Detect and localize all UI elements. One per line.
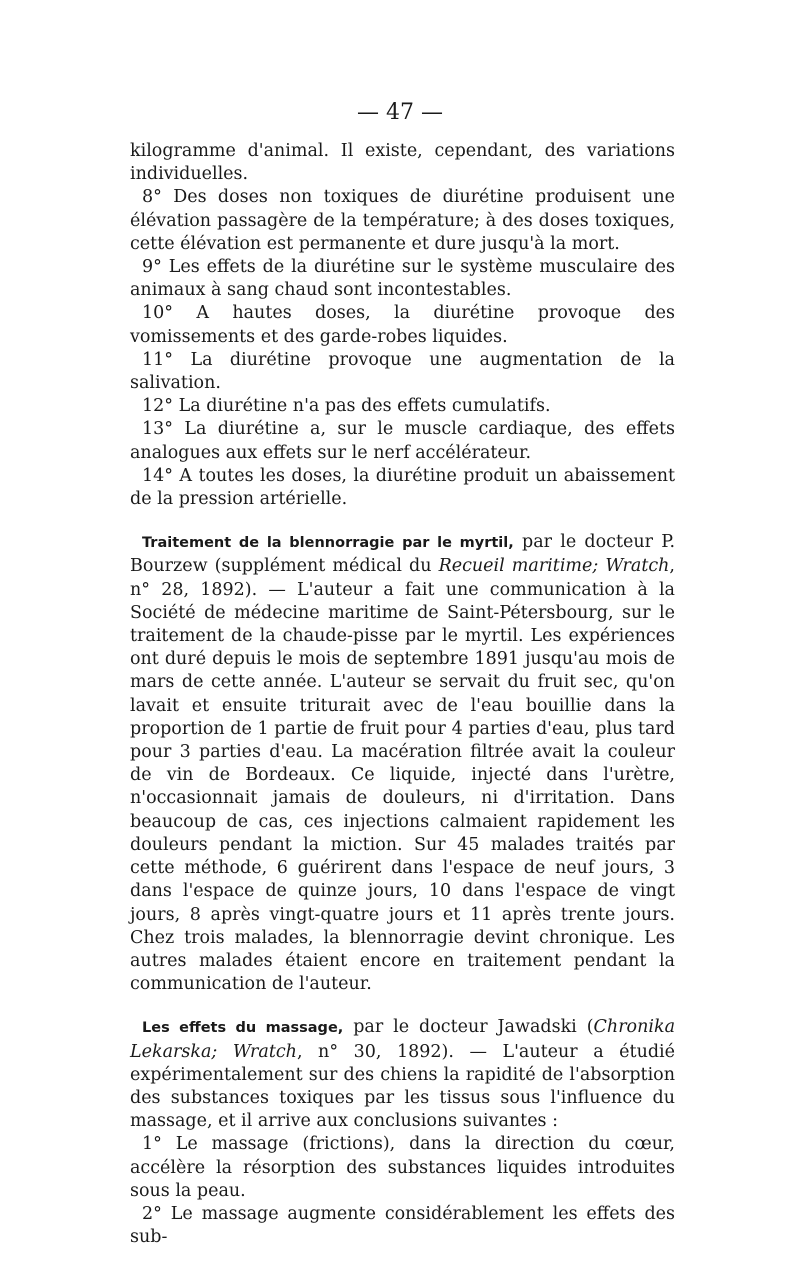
conclusion-13: 13° La diurétine a, sur le muscle cardiaque, des effets analogues aux effets sur le nerf accélérateur. bbox=[130, 419, 675, 463]
conclusion-12: 12° La diurétine n'a pas des effets cumulatifs. bbox=[142, 396, 551, 417]
conclusion-10: 10° A hautes doses, la diurétine provoque des vomissements et des garde-robes liquides. bbox=[130, 303, 675, 347]
massage-conclusion-1: 1° Le massage (frictions), dans la direction du cœur, accélère la résorption des substances liquides introduites sous la peau. bbox=[130, 1134, 675, 1201]
conclusion-14: 14° A toutes les doses, la diurétine produit un abaissement de la pression artérielle. bbox=[130, 465, 675, 510]
massage-conclusion-2: 2° Le massage augmente considérablement les effets des sub- bbox=[130, 1203, 675, 1248]
section-body: , n° 28, 1892). — L'auteur a fait une communication à la Société de médecine maritime de Saint-Pétersbourg, sur le traitement de la chaude-pisse par le myrtil. Les expériences ont duré depuis le mois de septembre 1891 jusqu'au mois de mars de cette année. L'auteur se servait du fruit sec, qu'on lavait et ensuite triturait avec de l'eau bouillie dans la proportion de 1 partie de fruit pour 4 parties d'eau, plus tard pour 3 parties d'eau. La macération filtrée avait la couleur de vin de Bordeaux. Ce liquide, injecté dans l'urètre, n'occasionnait jamais de douleurs, ni d'irritation. Dans beaucoup de cas, ces injections calmaient rapidement les douleurs pendant la miction. Sur 45 malades traités par cette méthode, 6 guérirent dans l'espace de neuf jours, 3 dans l'espace de quinze jours, 10 dans l'espace de vingt jours, 8 après vingt-quatre jours et 11 après trente jours. Chez trois malades, la blennorragie devint chronique. Les autres malades étaient encore en traitement pendant la communication de l'auteur. bbox=[130, 556, 675, 995]
section-body: , n° 30, 1892). — L'auteur a étudié expérimentalement sur des chiens la rapidité de l'absorption des substances toxiques par les tissus sous l'influence du massage, et il arrive aux conclusions suivantes : bbox=[130, 1041, 675, 1132]
section-ref-author: par le docteur Jawadski ( bbox=[343, 1017, 594, 1038]
conclusion-9: 9° Les effets de la diurétine sur le système musculaire des animaux à sang chaud sont incontestables. bbox=[130, 257, 675, 301]
journal-name: Chronika Lekarska; Wratch bbox=[130, 1017, 675, 1062]
intro-paragraph: kilogramme d'animal. Il existe, cependant, des variations individuelles. bbox=[130, 141, 675, 185]
page-number: — 47 — bbox=[357, 100, 443, 125]
conclusion-8: 8° Des doses non toxiques de diurétine produisent une élévation passagère de la température; à des doses toxiques, cette élévation est permanente et dure jusqu'à la mort. bbox=[130, 187, 675, 254]
section-ref-author: par le docteur P. Bourzew (supplément médical du bbox=[130, 532, 676, 577]
conclusion-11: 11° La diurétine provoque une augmentation de la salivation. bbox=[130, 349, 675, 394]
body-text bbox=[130, 140, 675, 1249]
section-blennorragie bbox=[130, 531, 675, 996]
section-title: Les effets du massage, bbox=[142, 1020, 344, 1037]
section-massage bbox=[130, 1016, 675, 1133]
section-title: Traitement de la blennorragie par le myrtil, bbox=[142, 535, 514, 552]
journal-name: Recueil maritime; Wratch bbox=[438, 556, 670, 577]
